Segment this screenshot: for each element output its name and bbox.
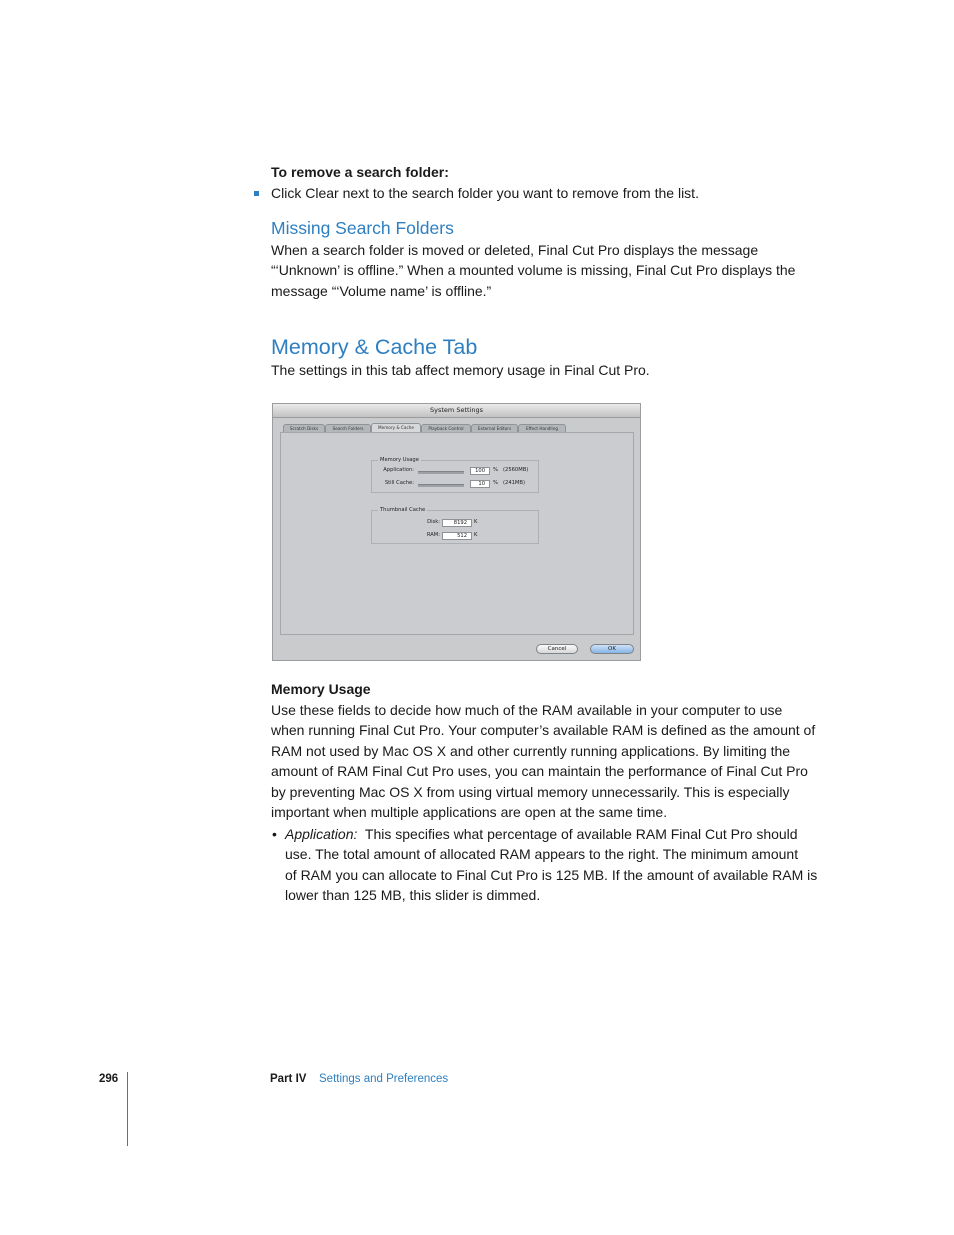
tab-content-pane — [280, 432, 634, 635]
memory-usage-paragraph — [271, 700, 815, 822]
ram-unit: K — [474, 532, 478, 538]
bullet-line — [285, 824, 817, 844]
procedure-step: Click Clear next to the search folder you want to remove from the list. — [271, 185, 699, 201]
ok-button[interactable]: OK — [590, 644, 634, 654]
still-cache-slider[interactable] — [418, 484, 464, 487]
section-title: Memory & Cache Tab — [271, 335, 478, 359]
application-unit: % — [493, 467, 498, 473]
system-settings-screenshot — [272, 403, 641, 661]
bullet-text: This specifies what percentage of available RAM Final Cut Pro should — [364, 826, 798, 842]
tab-effect-handling[interactable]: Effect Handling — [518, 424, 566, 433]
footer-part: Part IV — [270, 1073, 307, 1085]
application-slider[interactable] — [418, 471, 464, 474]
application-percent-field[interactable]: 100 — [470, 467, 490, 475]
disk-label: Disk: — [427, 519, 440, 525]
window-title: System Settings — [273, 404, 640, 418]
missing-folders-paragraph — [271, 240, 795, 301]
application-total: (2560MB) — [503, 467, 529, 473]
footer-section: Settings and Preferences — [319, 1073, 449, 1085]
bullet-line: use. The total amount of allocated RAM appears to the right. The minimum amount — [285, 846, 799, 863]
ram-label: RAM: — [426, 532, 440, 538]
paragraph-line: RAM not used by Mac OS X and other currently running applications. By limiting the — [271, 742, 791, 759]
paragraph-line: When a search folder is moved or deleted, Final Cut Pro displays the message — [271, 242, 759, 258]
tab-search-folders[interactable]: Search Folders — [325, 424, 371, 433]
bullet-line: lower than 125 MB, this slider is dimmed. — [285, 887, 541, 904]
still-cache-unit: % — [493, 480, 498, 486]
bullet-dot-icon: • — [272, 826, 277, 842]
still-cache-percent-field[interactable]: 10 — [470, 480, 490, 488]
thumbnail-cache-group — [371, 507, 539, 544]
tab-playback-control[interactable]: Playback Control — [421, 424, 471, 433]
paragraph-line: when running Final Cut Pro. Your computer’s available RAM is defined as the amount of — [271, 722, 816, 739]
paragraph-line: important when multiple applications are open at the same time. — [271, 804, 668, 821]
application-label: Application: — [383, 467, 414, 473]
paragraph-line: by preventing Mac OS X from using virtual memory unnecessarily. This is especially — [271, 783, 790, 800]
paragraph-line: amount of RAM Final Cut Pro uses, you can maintain the performance of Final Cut Pro — [271, 763, 808, 780]
memory-usage-heading: Memory Usage — [271, 681, 371, 697]
still-cache-label: Still Cache: — [384, 480, 414, 486]
ram-cache-field[interactable]: 512 — [442, 532, 472, 540]
disk-unit: K — [474, 519, 478, 525]
thumbnail-cache-title: Thumbnail Cache — [380, 507, 426, 513]
section-subtitle: The settings in this tab affect memory usage in Final Cut Pro. — [271, 362, 650, 378]
bullet-line: of RAM you can allocate to Final Cut Pro is 125 MB. If the amount of available RAM is — [285, 866, 818, 883]
memory-usage-title: Memory Usage — [380, 457, 419, 463]
cancel-button[interactable]: Cancel — [536, 644, 578, 654]
page-number: 296 — [99, 1073, 119, 1085]
disk-cache-field[interactable]: 8192 — [442, 519, 472, 527]
application-bullet — [285, 824, 817, 906]
tab-memory-cache[interactable]: Memory & Cache — [371, 423, 421, 433]
footer-divider — [127, 1072, 128, 1146]
square-bullet-icon — [254, 191, 259, 196]
paragraph-line: “‘Unknown’ is offline.” When a mounted volume is missing, Final Cut Pro displays the — [271, 262, 796, 279]
memory-usage-group — [371, 457, 539, 493]
bullet-term: Application: — [285, 826, 358, 842]
procedure-heading: To remove a search folder: — [271, 164, 449, 180]
tab-external-editors[interactable]: External Editors — [471, 424, 518, 433]
paragraph-line: Use these fields to decide how much of the RAM available in your computer to use — [271, 702, 783, 718]
still-cache-total: (241MB) — [503, 480, 525, 486]
missing-folders-heading: Missing Search Folders — [271, 218, 454, 238]
tab-scratch-disks[interactable]: Scratch Disks — [283, 424, 325, 433]
paragraph-line: message “‘Volume name’ is offline.” — [271, 282, 492, 299]
